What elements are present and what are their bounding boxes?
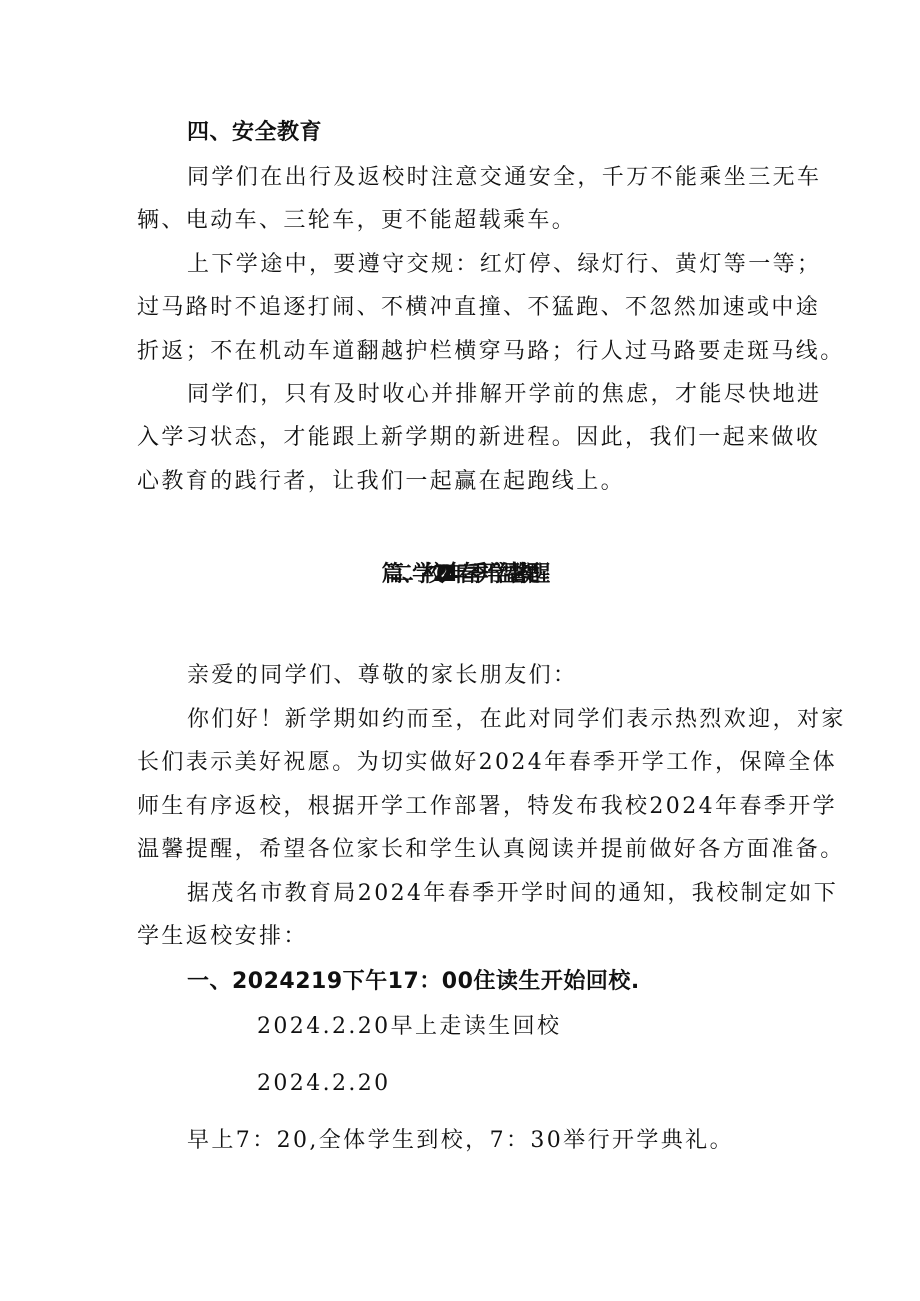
paragraph-line: 同学们在出行及返校时注意交通安全，千万不能乘坐三无车 [187,165,822,190]
schedule-line: 2024.2.20 [257,1071,391,1096]
paragraph-line: 入学习状态，才能跟上新学期的新进程。因此，我们一起来做收 [137,425,821,450]
section-heading-safety: 四、安全教育 [187,120,323,145]
paragraph-line: 辆、电动车、三轮车，更不能超载乘车。 [137,208,577,233]
paragraph-line: 心教育的践行者，让我们一起赢在起跑线上。 [137,469,626,494]
paragraph-line: 长们表示美好祝愿。为切实做好2024年春季开学工作，保障全体 [137,750,837,775]
paragraph-line: 温馨提醒，希望各位家长和学生认真阅读并提前做好各方面准备。 [137,837,845,862]
paragraph-line: 你们好！新学期如约而至，在此对同学们表示热烈欢迎，对家 [187,707,846,732]
article-title: 篇二、学校2024年春季开学温馨提醒 [381,562,539,587]
schedule-line: 早上7：20,全体学生到校，7：30举行开学典礼。 [187,1128,734,1153]
paragraph-line: 同学们，只有及时收心并排解开学前的焦虑，才能尽快地进 [187,382,822,407]
paragraph-line: 上下学途中，要遵守交规：红灯停、绿灯行、黄灯等一等； [187,252,822,277]
paragraph-line: 折返；不在机动车道翻越护栏横穿马路；行人过马路要走斑马线。 [137,339,845,364]
schedule-line: 2024.2.20早上走读生回校 [257,1014,562,1039]
paragraph-line: 据茂名市教育局2024年春季开学时间的通知，我校制定如下 [187,881,839,906]
paragraph-line: 师生有序返校，根据开学工作部署，特发布我校2024年春季开学 [137,794,837,819]
paragraph-line: 学生返校安排： [137,924,308,949]
schedule-item-one: 一、2024219下午17：00住读生开始回校. [187,969,640,994]
salutation: 亲爱的同学们、尊敬的家长朋友们： [187,663,578,688]
paragraph-line: 过马路时不追逐打闹、不横冲直撞、不猛跑、不忽然加速或中途 [137,295,821,320]
